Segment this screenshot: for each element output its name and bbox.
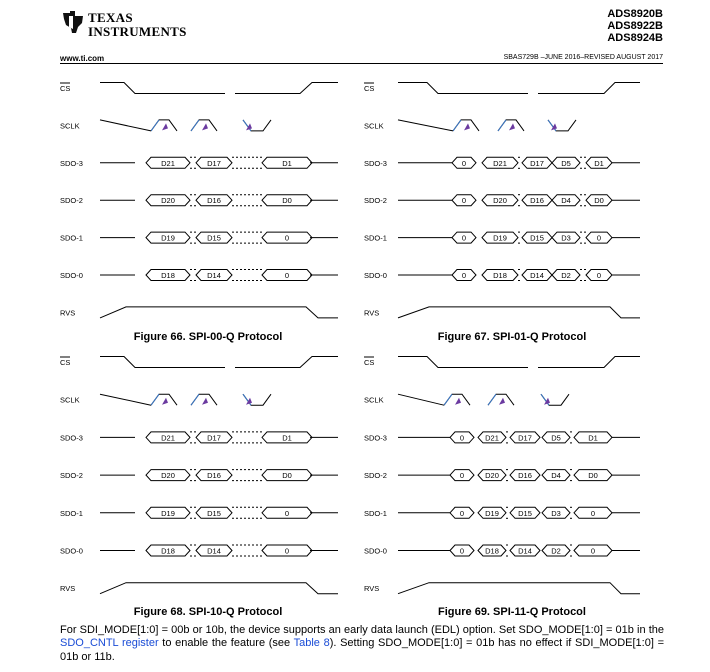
data-bit-label: D18 xyxy=(161,546,175,556)
document-reference: SBAS729B –JUNE 2016–REVISED AUGUST 2017 xyxy=(503,54,663,61)
signal-label: CS xyxy=(60,358,71,367)
data-bit-label: D21 xyxy=(493,158,507,168)
data-bit-label: D18 xyxy=(493,271,507,280)
data-bit-label: 0 xyxy=(596,271,602,280)
sclk-rising-edge xyxy=(151,120,159,131)
rvs-waveform xyxy=(100,583,338,594)
data-bit-label: D15 xyxy=(207,233,221,243)
data-bit-label: D0 xyxy=(588,471,598,481)
data-bit-label: D19 xyxy=(493,233,507,243)
data-bit-label: D16 xyxy=(207,196,221,206)
timing-figure xyxy=(364,357,640,619)
data-bit-label: D21 xyxy=(161,158,175,168)
data-bit-label: D1 xyxy=(588,433,598,443)
footer-paragraph xyxy=(60,624,664,664)
cs-waveform xyxy=(398,357,640,368)
signal-label: RVS xyxy=(60,308,76,318)
data-bit-label: D15 xyxy=(518,508,532,518)
data-bit-label: 0 xyxy=(461,233,467,243)
data-bit-label: D18 xyxy=(485,546,499,556)
data-bit-label: D5 xyxy=(551,433,561,443)
timing-figure xyxy=(60,83,338,344)
data-bit-label: D20 xyxy=(485,471,499,481)
data-bit-label: D16 xyxy=(518,471,532,481)
signal-label: SDO-3 xyxy=(60,433,83,443)
signal-label: SDO-2 xyxy=(364,471,387,481)
edge-arrow-icon xyxy=(509,123,515,130)
signal-label: RVS xyxy=(364,584,380,594)
part-number: ADS8924B xyxy=(607,32,663,44)
signal-label: CS xyxy=(364,84,375,93)
edge-arrow-icon xyxy=(162,398,168,405)
data-bit-label: 0 xyxy=(284,546,290,556)
data-bit-label: D16 xyxy=(207,471,221,481)
sclk-rising-edge xyxy=(444,394,452,405)
timing-figure xyxy=(364,83,640,344)
edge-arrow-icon xyxy=(455,398,461,405)
data-bit-label: D20 xyxy=(161,196,175,206)
data-bit-label: 0 xyxy=(590,546,596,556)
data-bit-label: D20 xyxy=(161,471,175,481)
figure-caption: Figure 66. SPI-00-Q Protocol xyxy=(133,331,283,343)
part-number: ADS8922B xyxy=(607,20,663,32)
data-bit-label: D14 xyxy=(207,271,221,280)
data-bit-label: D17 xyxy=(207,158,221,168)
sclk-rising-edge xyxy=(453,120,461,131)
data-bit-label: D4 xyxy=(561,196,571,206)
data-bit-label: D14 xyxy=(530,271,544,280)
data-bit-label: D1 xyxy=(282,158,292,168)
cs-waveform xyxy=(100,357,338,368)
signal-label: SCLK xyxy=(364,121,384,131)
timing-figure xyxy=(60,357,338,619)
data-bit-label: D1 xyxy=(282,433,292,443)
data-bit-label: D3 xyxy=(551,508,561,518)
data-bit-label: D18 xyxy=(161,271,175,280)
sclk-idle xyxy=(398,120,453,131)
sclk-rising-edge xyxy=(151,394,159,405)
data-bit-label: D0 xyxy=(594,196,604,206)
data-bit-label: 0 xyxy=(596,233,602,243)
data-bit-label: 0 xyxy=(284,233,290,243)
edge-arrow-icon xyxy=(464,123,470,130)
data-bit-label: D2 xyxy=(551,546,561,556)
data-bit-label: 0 xyxy=(459,508,465,518)
data-bit-label: D1 xyxy=(594,158,604,168)
data-bit-label: D14 xyxy=(207,546,221,556)
data-bit-label: D20 xyxy=(493,196,507,206)
data-bit-label: D17 xyxy=(518,433,532,443)
sdo-cntl-register-link[interactable]: SDO_CNTL register xyxy=(60,637,159,650)
data-bit-label: D21 xyxy=(161,433,175,443)
cs-waveform xyxy=(100,83,338,94)
edge-arrow-icon xyxy=(499,398,505,405)
rvs-waveform xyxy=(100,307,338,318)
company-name-line1: TEXAS xyxy=(88,10,133,25)
figure-caption: Figure 67. SPI-01-Q Protocol xyxy=(437,331,587,343)
data-bit-label: 0 xyxy=(284,271,290,280)
rvs-waveform xyxy=(398,307,640,318)
signal-label: SDO-1 xyxy=(60,508,83,518)
data-bit-label: 0 xyxy=(459,471,465,481)
signal-label: SDO-3 xyxy=(364,433,387,443)
figure-caption: Figure 68. SPI-10-Q Protocol xyxy=(133,606,283,618)
sclk-rising-edge xyxy=(191,120,199,131)
signal-label: SDO-1 xyxy=(364,233,387,243)
signal-label: SDO-2 xyxy=(364,196,387,206)
footer-text: For SDI_MODE[1:0] = 00b or 10b, the device supports an early data launch (EDL) option. Set SDO_MODE[1:0] = 01b in the xyxy=(60,624,664,636)
signal-label: SDO-1 xyxy=(60,233,83,243)
data-bit-label: D15 xyxy=(207,508,221,518)
signal-label: SCLK xyxy=(364,395,384,405)
signal-label: CS xyxy=(60,84,71,93)
data-bit-label: D5 xyxy=(561,158,571,168)
data-bit-label: D16 xyxy=(530,196,544,206)
data-bit-label: 0 xyxy=(461,158,467,168)
data-bit-label: D19 xyxy=(485,508,499,518)
signal-label: CS xyxy=(364,358,375,367)
signal-label: SDO-1 xyxy=(364,508,387,518)
signal-label: SDO-3 xyxy=(364,158,387,168)
data-bit-label: 0 xyxy=(459,433,465,443)
sclk-rising-edge xyxy=(191,394,199,405)
footer-text: to enable the feature (see xyxy=(158,637,294,650)
data-bit-label: D0 xyxy=(282,196,292,206)
sclk-idle xyxy=(398,394,444,405)
website-link[interactable]: www.ti.com xyxy=(60,54,105,63)
data-bit-label: D17 xyxy=(207,433,221,443)
edge-arrow-icon xyxy=(202,398,208,405)
data-bit-label: D0 xyxy=(282,471,292,481)
signal-label: SCLK xyxy=(60,121,80,131)
data-bit-label: D19 xyxy=(161,508,175,518)
sclk-rising-edge xyxy=(488,394,496,405)
signal-label: SDO-0 xyxy=(364,271,387,280)
signal-label: SDO-2 xyxy=(60,196,83,206)
cs-waveform xyxy=(398,83,640,94)
signal-label: SDO-0 xyxy=(60,271,83,280)
signal-label: SDO-3 xyxy=(60,158,83,168)
footer-text: ). Setting SDO_MODE[1:0] = 01b has no effect if SDI_MODE[1:0] = 01b or 11b. xyxy=(60,637,664,663)
data-bit-label: 0 xyxy=(284,508,290,518)
figure-caption: Figure 69. SPI-11-Q Protocol xyxy=(438,606,586,618)
data-bit-label: D2 xyxy=(561,271,571,280)
edge-arrow-icon xyxy=(202,123,208,130)
sclk-idle xyxy=(100,120,151,131)
signal-label: SCLK xyxy=(60,395,80,405)
rvs-waveform xyxy=(398,583,640,594)
signal-label: RVS xyxy=(60,584,76,594)
signal-label: SDO-0 xyxy=(60,546,83,556)
data-bit-label: 0 xyxy=(590,508,596,518)
signal-label: SDO-0 xyxy=(364,546,387,556)
data-bit-label: D19 xyxy=(161,233,175,243)
data-bit-label: D3 xyxy=(561,233,571,243)
data-bit-label: 0 xyxy=(461,196,467,206)
data-bit-label: D17 xyxy=(530,158,544,168)
signal-label: RVS xyxy=(364,308,380,318)
company-name-line2: INSTRUMENTS xyxy=(88,24,187,39)
data-bit-label: 0 xyxy=(459,546,465,556)
data-bit-label: D15 xyxy=(530,233,544,243)
sclk-rising-edge xyxy=(498,120,506,131)
sclk-idle xyxy=(100,394,151,405)
signal-label: SDO-2 xyxy=(60,471,83,481)
data-bit-label: 0 xyxy=(461,271,467,280)
table-8-link[interactable]: Table 8 xyxy=(293,637,330,650)
edge-arrow-icon xyxy=(162,123,168,130)
data-bit-label: D4 xyxy=(551,471,561,481)
data-bit-label: D21 xyxy=(485,433,499,443)
part-number: ADS8920B xyxy=(607,8,663,20)
data-bit-label: D14 xyxy=(518,546,532,556)
